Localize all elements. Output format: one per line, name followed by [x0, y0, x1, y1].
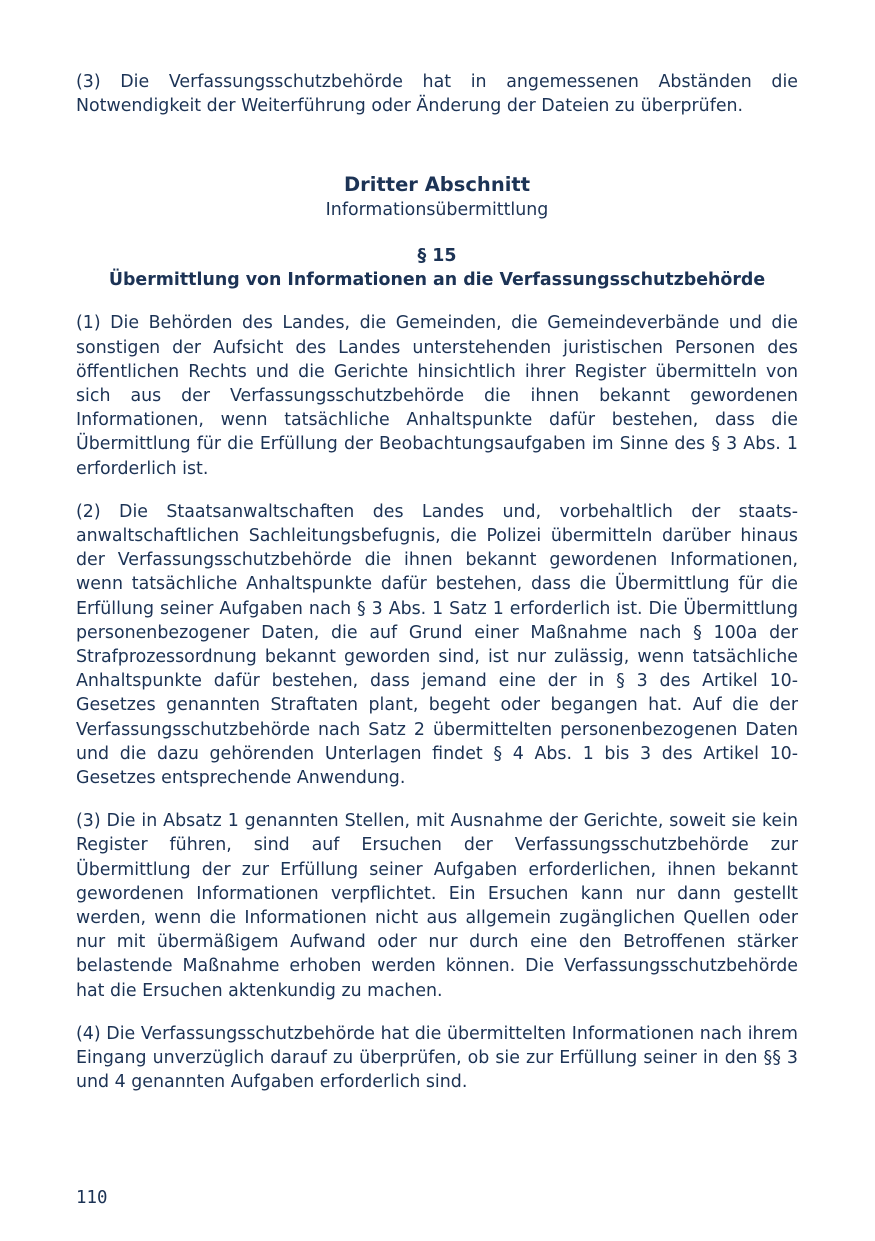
intro-paragraph: (3) Die Verfassungsschutzbehörde hat in angemessenen Abständen die Notwendigkeit der Weiterführung oder Änderung der Dateien zu überprüfen.	[76, 72, 798, 117]
document-page	[76, 70, 798, 1095]
section-subtitle: Informationsübermittlung	[325, 200, 549, 221]
section-title: Dritter Abschnitt	[343, 173, 531, 197]
paragraph-2: (2) Die Staatsanwaltschaften des Landes und, vorbehaltlich der staatsanwaltschaftlichen Sachleitungsbefugnis, die Polizei übermitteln darüber hinaus der Verfassungsschutzbehörde die ihnen bekannt gewordenen Informationen, wenn tatsächliche Anhaltspunkte dafür bestehen, dass die Übermittlung für die Erfüllung seiner Aufgaben nach § 3 Abs. 1 Satz 1 erforderlich ist. Die Übermittlung personenbezogener Daten, die auf Grund einer Maßnahme nach § 100a der Strafprozessordnung bekannt geworden sind, ist nur zulässig, wenn tatsächliche Anhaltspunkte dafür bestehen, dass jemand eine der in § 3 des Artikel 10-Gesetzes genannten Straftaten plant, begeht oder begangen hat. Auf die der Verfassungsschutzbehörde nach Satz 2 übermittelten personenbezogenen Daten und die dazu gehörenden Unterlagen findet § 4 Abs. 1 bis 3 des Artikel 10-Gesetzes entsprechende Anwendung.	[76, 501, 798, 789]
paragraph-4: (4) Die Verfassungsschutzbehörde hat die übermittelten Informationen nach ihrem Eingang unverzüglich darauf zu überprüfen, ob sie zur Erfüllung seiner in den §§ 3 und 4 genannten Aufgaben erforderlich sind.	[76, 1023, 798, 1093]
paragraph-3: (3) Die in Absatz 1 genannten Stellen, mit Ausnahme der Gerichte, soweit sie kein Register führen, sind auf Ersuchen der Verfassungsschutzbehörde zur Übermittlung der zur Erfüllung seiner Aufgaben erforderlichen, ihnen bekannt gewordenen Informationen verpflichtet. Ein Ersuchen kann nur dann gestellt werden, wenn die Informationen nicht aus allgemein zugänglichen Quellen oder nur mit übermäßigem Aufwand oder nur durch eine den Betroffenen stärker belastende Maßnahme erhoben werden können. Die Verfassungsschutzbehörde hat die Ersuchen aktenkundig zu machen.	[76, 811, 798, 1001]
paragraph-1: (1) Die Behörden des Landes, die Gemeinden, die Gemeindeverbände und die sonstigen der Aufsicht des Landes unterstehenden juristischen Personen des öffentlichen Rechts und die Gerichte hinsichtlich ihrer Register übermitteln von sich aus der Verfassungsschutzbehörde die ihnen bekannt gewordenen Informationen, wenn tatsächliche Anhaltspunkte dafür bestehen, dass die Übermittlung für die Erfüllung der Beobachtungsaufgaben im Sinne des § 3 Abs. 1 erforderlich ist.	[76, 313, 798, 479]
page-number: 110	[76, 1188, 108, 1208]
paragraph-number: § 15	[417, 246, 457, 267]
paragraph-title: Übermittlung von Informationen an die Verfassungsschutzbehörde	[108, 270, 766, 291]
